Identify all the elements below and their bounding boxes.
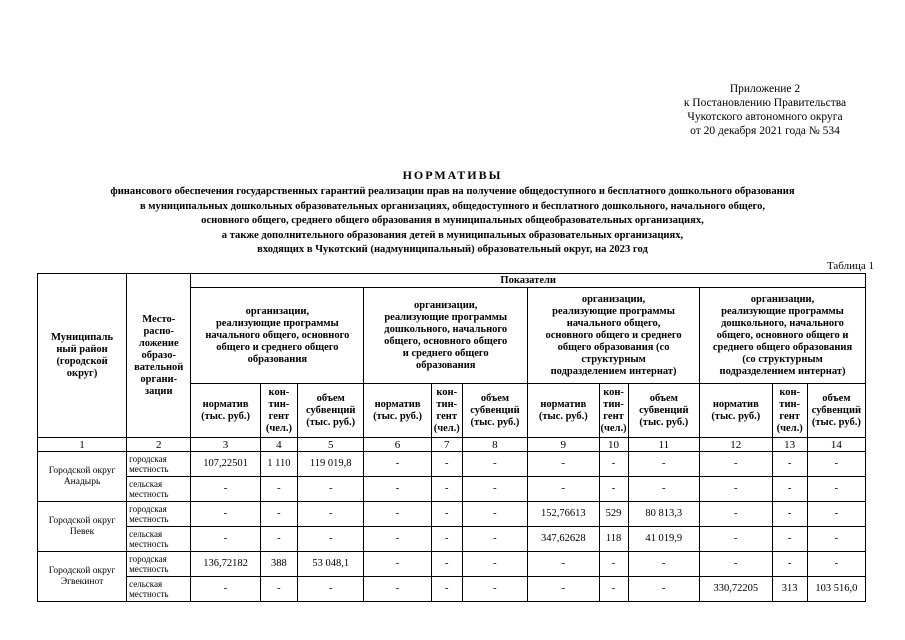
value-cell: - bbox=[260, 577, 297, 602]
column-number: 12 bbox=[700, 438, 773, 452]
appendix-line: Чукотского автономного округа bbox=[687, 111, 843, 123]
header-group bbox=[364, 288, 528, 384]
header-indicators: Показатели bbox=[191, 274, 866, 288]
value-cell: - bbox=[599, 477, 628, 502]
header-normativ-line: норматив bbox=[712, 398, 759, 410]
header-volume-line: объем bbox=[649, 392, 678, 404]
value-cell: - bbox=[462, 552, 527, 577]
header-volume-line: субвенций bbox=[306, 404, 356, 416]
header-group bbox=[528, 288, 700, 384]
header-normativ bbox=[364, 384, 431, 438]
value-cell: - bbox=[599, 552, 628, 577]
normatives-table bbox=[37, 273, 866, 602]
location-cell-line: местность bbox=[129, 564, 169, 574]
value-cell: - bbox=[431, 552, 462, 577]
header-contingent-line: кон- bbox=[436, 386, 458, 398]
appendix-block bbox=[640, 82, 890, 138]
location-cell-line: городская bbox=[129, 503, 167, 514]
column-number: 4 bbox=[260, 438, 297, 452]
location-cell-line: местность bbox=[129, 514, 169, 524]
appendix-line: к Постановлению Правительства bbox=[683, 97, 847, 109]
value-cell: - bbox=[700, 527, 773, 552]
header-normativ-line: (тыс. руб.) bbox=[201, 410, 251, 422]
location-cell-line: сельская bbox=[129, 528, 163, 539]
header-contingent bbox=[260, 384, 297, 438]
location-cell bbox=[127, 527, 191, 552]
value-cell: - bbox=[599, 577, 628, 602]
header-group-line: организации, bbox=[750, 293, 815, 305]
header-volume-line: объем bbox=[822, 392, 851, 404]
subtitle-line: входящих в Чукотский (надмуниципальный) образовательный округ, на 2023 год bbox=[257, 244, 648, 256]
column-number: 11 bbox=[628, 438, 699, 452]
header-contingent-line: тин- bbox=[436, 398, 458, 410]
subtitle-line: финансового обеспечения государственных гарантий реализации прав на получение общедоступного и бесплатного дошкольного образования bbox=[110, 186, 795, 197]
value-cell: - bbox=[772, 502, 807, 527]
header-location-line: ложение bbox=[138, 337, 179, 349]
value-cell: - bbox=[431, 527, 462, 552]
header-group-line: подразделением интернат) bbox=[719, 365, 846, 377]
header-normativ-line: (тыс. руб.) bbox=[538, 410, 588, 422]
header-group-line: образования bbox=[247, 353, 308, 365]
value-cell: 80 813,3 bbox=[628, 502, 699, 527]
location-cell bbox=[127, 452, 191, 477]
header-volume bbox=[462, 384, 527, 438]
header-contingent-line: тин- bbox=[268, 398, 290, 410]
value-cell: - bbox=[628, 452, 699, 477]
header-location-line: вательной bbox=[134, 361, 184, 373]
value-cell: - bbox=[364, 527, 431, 552]
header-group-line: общего, основного общего bbox=[384, 335, 508, 347]
municipality-cell bbox=[38, 452, 127, 502]
header-group-line: организации, bbox=[245, 305, 310, 317]
value-cell: - bbox=[700, 452, 773, 477]
header-volume-line: (тыс. руб.) bbox=[306, 416, 356, 428]
value-cell: - bbox=[772, 552, 807, 577]
header-group-line: структурным bbox=[581, 353, 646, 365]
location-cell-line: городская bbox=[129, 453, 167, 464]
value-cell: - bbox=[260, 477, 297, 502]
value-cell: 118 bbox=[599, 527, 628, 552]
value-cell: 347,62628 bbox=[528, 527, 599, 552]
value-cell: - bbox=[462, 477, 527, 502]
header-contingent bbox=[772, 384, 807, 438]
value-cell: 1 110 bbox=[260, 452, 297, 477]
header-volume bbox=[298, 384, 364, 438]
header-contingent-line: гент bbox=[603, 410, 624, 422]
municipality-cell-line: Городской округ bbox=[48, 465, 116, 476]
municipality-cell-line: Городской округ bbox=[48, 515, 116, 526]
document-title: НОРМАТИВЫ bbox=[402, 168, 503, 182]
header-municipality bbox=[38, 274, 127, 438]
header-group-line: образования bbox=[416, 359, 476, 371]
header-group bbox=[191, 288, 364, 384]
header-group-line: среднего общего образования bbox=[712, 341, 853, 353]
value-cell: - bbox=[462, 577, 527, 602]
header-contingent-line: (чел.) bbox=[265, 422, 292, 434]
header-group-line: основного общего и среднего bbox=[545, 329, 682, 341]
header-normativ-line: норматив bbox=[374, 398, 421, 410]
column-number: 13 bbox=[772, 438, 807, 452]
table-row bbox=[38, 502, 866, 527]
value-cell: - bbox=[528, 477, 599, 502]
value-cell: - bbox=[191, 477, 260, 502]
location-cell bbox=[127, 477, 191, 502]
municipality-cell-line: Городской округ bbox=[48, 565, 116, 576]
location-cell-line: сельская bbox=[129, 478, 163, 489]
header-group-line: дошкольного, начального bbox=[721, 317, 844, 329]
header-group-line: реализующие программы bbox=[552, 305, 675, 317]
table-row bbox=[38, 552, 866, 577]
municipality-cell-line: Эгвекинот bbox=[60, 576, 104, 587]
header-volume-line: субвенций bbox=[639, 404, 689, 416]
location-cell bbox=[127, 577, 191, 602]
header-volume-line: (тыс. руб.) bbox=[639, 416, 689, 428]
header-volume-line: (тыс. руб.) bbox=[811, 416, 861, 428]
header-contingent bbox=[599, 384, 628, 438]
value-cell: 136,72182 bbox=[191, 552, 260, 577]
value-cell: 313 bbox=[772, 577, 807, 602]
header-normativ-line: норматив bbox=[540, 398, 587, 410]
header-group-line: организации, bbox=[413, 299, 478, 311]
header-group-line: начального общего, bbox=[566, 317, 661, 329]
header-group-line: и среднего общего bbox=[402, 347, 489, 359]
header-municipality-line: ный район bbox=[56, 343, 108, 355]
header-contingent-line: кон- bbox=[268, 386, 290, 398]
header-volume-line: объем bbox=[480, 392, 510, 404]
column-number: 3 bbox=[191, 438, 260, 452]
column-number: 9 bbox=[528, 438, 599, 452]
municipality-cell-line: Певек bbox=[69, 526, 95, 537]
value-cell: - bbox=[298, 577, 364, 602]
header-contingent-line: гент bbox=[779, 410, 800, 422]
appendix-line: Приложение 2 bbox=[729, 83, 801, 95]
value-cell: - bbox=[700, 552, 773, 577]
location-cell-line: местность bbox=[129, 464, 169, 474]
value-cell: 119 019,8 bbox=[298, 452, 364, 477]
value-cell: 53 048,1 bbox=[298, 552, 364, 577]
header-contingent bbox=[431, 384, 462, 438]
location-cell-line: местность bbox=[129, 589, 169, 599]
header-group-line: общего образования (со bbox=[557, 341, 670, 353]
value-cell: 152,76613 bbox=[528, 502, 599, 527]
subtitle-line: в муниципальных дошкольных образовательных организациях, общедоступного и бесплатного дошкольного, начального общего, bbox=[139, 200, 766, 212]
header-contingent-line: тин- bbox=[779, 398, 801, 410]
value-cell: - bbox=[260, 502, 297, 527]
header-location-line: распо- bbox=[143, 325, 174, 337]
header-volume-line: (тыс. руб.) bbox=[470, 416, 520, 428]
header-group-line: реализующие программы bbox=[384, 311, 508, 323]
table-row bbox=[38, 527, 866, 552]
value-cell: - bbox=[431, 452, 462, 477]
value-cell: 107,22501 bbox=[191, 452, 260, 477]
header-location-line: Место- bbox=[142, 313, 176, 325]
value-cell: - bbox=[298, 527, 364, 552]
column-number: 5 bbox=[298, 438, 364, 452]
value-cell: - bbox=[462, 452, 527, 477]
value-cell: - bbox=[298, 477, 364, 502]
location-cell bbox=[127, 502, 191, 527]
header-normativ bbox=[191, 384, 260, 438]
header-contingent-line: кон- bbox=[603, 386, 624, 398]
column-number: 14 bbox=[807, 438, 865, 452]
municipality-cell-line: Анадырь bbox=[63, 476, 101, 487]
header-volume bbox=[628, 384, 699, 438]
value-cell: - bbox=[364, 477, 431, 502]
header-location-line: зации bbox=[144, 385, 173, 397]
value-cell: - bbox=[807, 477, 865, 502]
header-group-line: общего и среднего общего bbox=[216, 341, 339, 353]
location-cell-line: местность bbox=[129, 489, 169, 499]
value-cell: - bbox=[462, 502, 527, 527]
value-cell: - bbox=[599, 452, 628, 477]
header-location-line: органи- bbox=[140, 373, 178, 385]
appendix-line: от 20 декабря 2021 года № 534 bbox=[690, 125, 840, 137]
header-contingent-line: кон- bbox=[779, 386, 801, 398]
header-normativ-line: (тыс. руб.) bbox=[373, 410, 423, 422]
header-contingent-line: гент bbox=[436, 410, 457, 422]
location-cell-line: городская bbox=[129, 553, 167, 564]
header-group-line: общего, основного общего и bbox=[716, 329, 849, 341]
value-cell: 529 bbox=[599, 502, 628, 527]
header-municipality-line: округ) bbox=[66, 367, 98, 379]
value-cell: - bbox=[191, 502, 260, 527]
header-group-line: реализующие программы bbox=[215, 317, 339, 329]
header-normativ bbox=[528, 384, 599, 438]
value-cell: - bbox=[628, 577, 699, 602]
value-cell: - bbox=[364, 577, 431, 602]
municipality-cell bbox=[38, 502, 127, 552]
header-group-line: реализующие программы bbox=[721, 305, 844, 317]
subtitle-line: а также дополнительного образования детей в муниципальных образовательных организациях, bbox=[221, 229, 684, 241]
value-cell: - bbox=[628, 477, 699, 502]
location-cell bbox=[127, 552, 191, 577]
header-normativ-line: (тыс. руб.) bbox=[711, 410, 761, 422]
value-cell: - bbox=[364, 502, 431, 527]
value-cell: 330,72205 bbox=[700, 577, 773, 602]
column-number: 7 bbox=[431, 438, 462, 452]
value-cell: - bbox=[772, 477, 807, 502]
municipality-cell bbox=[38, 552, 127, 602]
value-cell: - bbox=[700, 502, 773, 527]
header-municipality-line: Муниципаль bbox=[51, 331, 114, 343]
value-cell: - bbox=[807, 502, 865, 527]
column-number: 10 bbox=[599, 438, 628, 452]
document-subtitle bbox=[0, 185, 905, 258]
value-cell: - bbox=[431, 577, 462, 602]
header-group bbox=[700, 288, 866, 384]
header-contingent-line: тин- bbox=[603, 398, 624, 410]
table-row bbox=[38, 577, 866, 602]
header-volume bbox=[807, 384, 865, 438]
value-cell: - bbox=[191, 577, 260, 602]
header-group-line: (со структурным bbox=[742, 353, 823, 365]
value-cell: - bbox=[191, 527, 260, 552]
header-location-line: образо- bbox=[141, 349, 176, 361]
value-cell: - bbox=[700, 477, 773, 502]
value-cell: 103 516,0 bbox=[807, 577, 865, 602]
value-cell: - bbox=[528, 452, 599, 477]
value-cell: - bbox=[807, 552, 865, 577]
column-number: 2 bbox=[127, 438, 191, 452]
header-volume-line: субвенций bbox=[811, 404, 862, 416]
subtitle-line: основного общего, среднего общего образования в муниципальных общеобразовательных организациях, bbox=[201, 215, 704, 227]
header-volume-line: субвенций bbox=[470, 404, 520, 416]
value-cell: - bbox=[260, 527, 297, 552]
value-cell: - bbox=[528, 552, 599, 577]
header-contingent-line: (чел.) bbox=[433, 422, 460, 434]
header-group-line: подразделением интернат) bbox=[550, 365, 677, 377]
value-cell: - bbox=[462, 527, 527, 552]
value-cell: - bbox=[772, 527, 807, 552]
location-cell-line: сельская bbox=[129, 578, 163, 589]
value-cell: 388 bbox=[260, 552, 297, 577]
header-normativ bbox=[700, 384, 773, 438]
column-number: 8 bbox=[462, 438, 527, 452]
header-municipality-line: (городской bbox=[56, 355, 108, 367]
value-cell: - bbox=[807, 452, 865, 477]
header-contingent-line: (чел.) bbox=[600, 422, 627, 434]
table-row bbox=[38, 477, 866, 502]
table-row bbox=[38, 452, 866, 477]
header-contingent-line: гент bbox=[268, 410, 290, 422]
value-cell: - bbox=[807, 527, 865, 552]
table-label: Таблица 1 bbox=[826, 260, 874, 272]
header-group-line: начального общего, основного bbox=[205, 329, 350, 341]
value-cell: 41 019,9 bbox=[628, 527, 699, 552]
column-number: 1 bbox=[38, 438, 127, 452]
header-group-line: организации, bbox=[581, 293, 646, 305]
value-cell: - bbox=[628, 552, 699, 577]
header-group-line: дошкольного, начального bbox=[384, 323, 508, 335]
header-volume-line: объем bbox=[316, 392, 345, 404]
value-cell: - bbox=[772, 452, 807, 477]
location-cell-line: местность bbox=[129, 539, 169, 549]
value-cell: - bbox=[431, 477, 462, 502]
value-cell: - bbox=[364, 452, 431, 477]
header-location bbox=[127, 274, 191, 438]
header-normativ-line: норматив bbox=[202, 398, 249, 410]
value-cell: - bbox=[528, 577, 599, 602]
column-number: 6 bbox=[364, 438, 431, 452]
value-cell: - bbox=[298, 502, 364, 527]
value-cell: - bbox=[364, 552, 431, 577]
header-contingent-line: (чел.) bbox=[776, 422, 803, 434]
value-cell: - bbox=[431, 502, 462, 527]
